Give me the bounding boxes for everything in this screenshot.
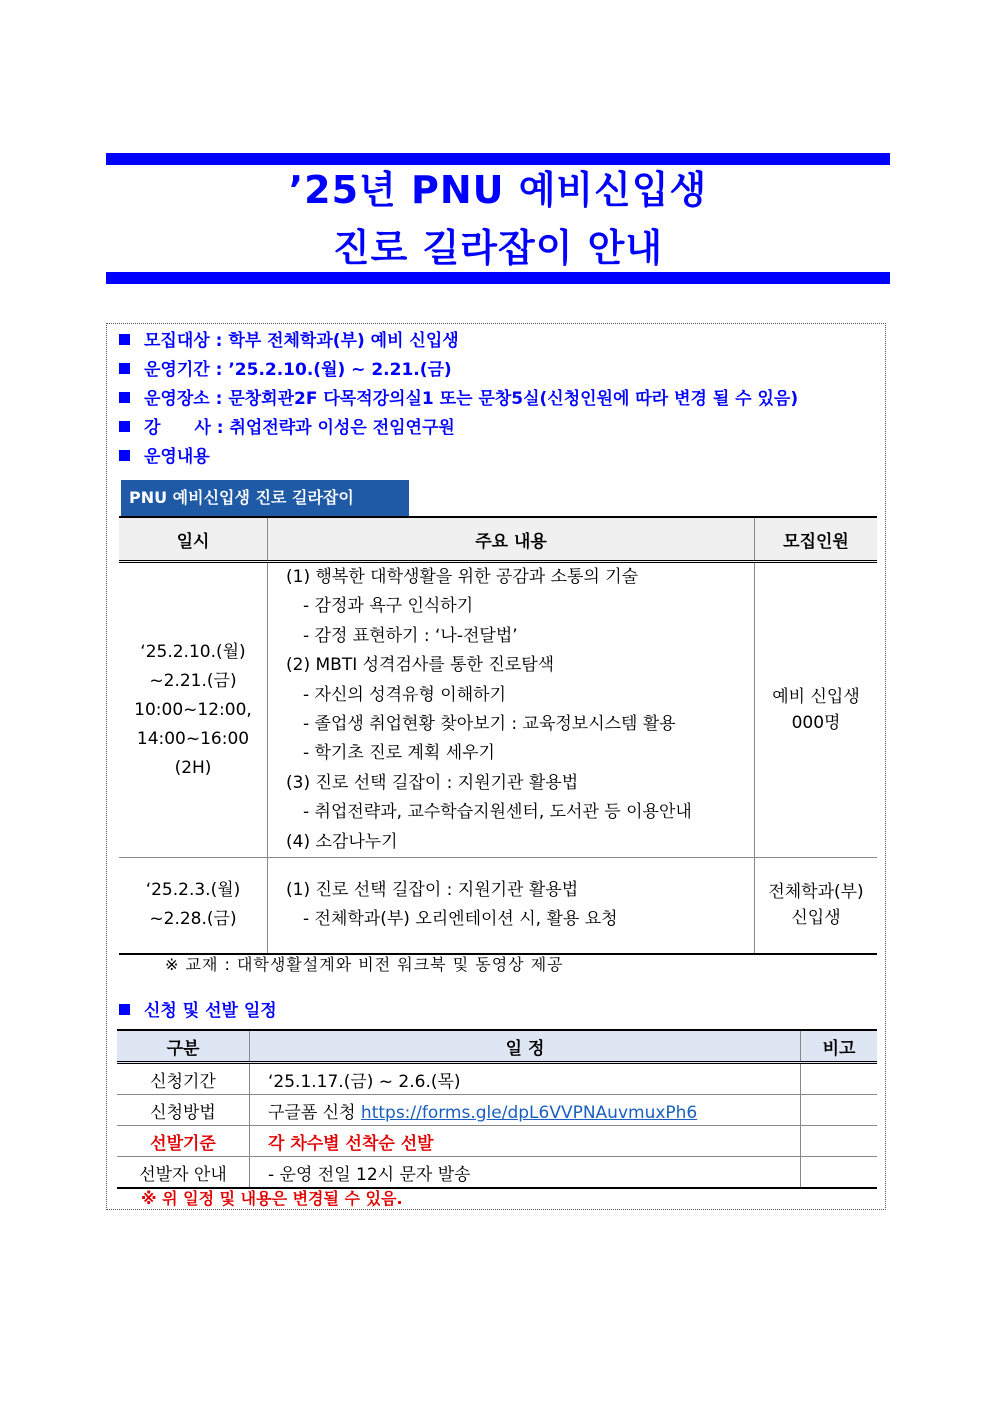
schedule-title: 신청 및 선발 일정	[119, 996, 277, 1021]
header-date: 일시	[119, 517, 268, 562]
header-content: 주요 내용	[268, 517, 755, 562]
row1-content: (1) 행복한 대학생활을 위한 공감과 소통의 기술 - 감정과 욕구 인식하기 - 감정 표현하기 : ‘나-전달법’ (2) MBTI 성격검사를 통한 진로탐색 - 자신의 성격유형 이해하기 - 졸업생 취업현황 찾아보기 : 교육정보시스템 활용 - 학기초 진로 계획 세우기 (3) 진로 선택 길잡이 : 지원기관 활용법 - 취업전략과, 교수학습지원센터, 도서관 등 이용안내 (4) 소감나누기	[268, 562, 755, 858]
textbook-note: ※ 교재 : 대학생활설계와 비전 워크북 및 동영상 제공	[165, 955, 564, 974]
square-bullet-icon	[119, 392, 130, 403]
row2-content: (1) 진로 선택 길잡이 : 지원기관 활용법 - 전체학과(부) 오리엔테이션 시, 활용 요청	[268, 858, 755, 954]
value-apply-period: ‘25.1.17.(금) ~ 2.6.(목)	[250, 1063, 801, 1095]
row2-count: 전체학과(부) 신입생	[755, 858, 878, 954]
square-bullet-icon	[119, 450, 130, 461]
content-box	[106, 323, 886, 1210]
google-form-link[interactable]: https://forms.gle/dpL6VVPNAuvmuxPh6	[360, 1102, 698, 1123]
schedule-table	[117, 1029, 877, 1189]
square-bullet-icon	[119, 363, 130, 374]
footer-note: ※ 위 일정 및 내용은 변경될 수 있음.	[141, 1189, 403, 1208]
square-bullet-icon	[119, 1004, 130, 1015]
header-category: 구분	[117, 1030, 250, 1063]
remark-cell	[801, 1095, 878, 1126]
header-schedule: 일 정	[250, 1030, 801, 1063]
info-period: 운영기간 : ’25.2.10.(월) ~ 2.21.(금)	[119, 355, 452, 380]
value-notice: - 운영 전일 12시 문자 발송	[250, 1157, 801, 1189]
row1-count: 예비 신입생 000명	[755, 562, 878, 858]
label-apply-method: 신청방법	[117, 1095, 250, 1126]
square-bullet-icon	[119, 421, 130, 432]
info-recruit: 모집대상 : 학부 전체학과(부) 예비 신입생	[119, 326, 459, 351]
table-row	[119, 562, 877, 858]
info-instructor: 강 사 : 취업전략과 이성은 전임연구원	[119, 413, 455, 438]
program-table	[119, 516, 877, 955]
table-row	[117, 1063, 877, 1095]
row1-date: ‘25.2.10.(월) ~2.21.(금) 10:00~12:00, 14:00~16:00 (2H)	[119, 562, 268, 858]
program-header-row	[119, 517, 877, 562]
program-tag: PNU 예비신입생 진로 길라잡이	[121, 480, 409, 516]
row2-date: ‘25.2.3.(월) ~2.28.(금)	[119, 858, 268, 954]
bottom-rule	[106, 272, 890, 284]
info-contents: 운영내용	[119, 442, 210, 467]
top-rule	[106, 153, 890, 165]
title-line-1: ’25년 PNU 예비신입생	[288, 168, 708, 212]
remark-cell	[801, 1063, 878, 1095]
title-line-2: 진로 길라잡이 안내	[332, 226, 664, 270]
table-row	[117, 1095, 877, 1126]
table-row	[119, 858, 877, 954]
info-venue: 운영장소 : 문창회관2F 다목적강의실1 또는 문창5실(신청인원에 따라 변경 될 수 있음)	[119, 384, 798, 409]
schedule-header-row	[117, 1030, 877, 1063]
square-bullet-icon	[119, 334, 130, 345]
remark-cell	[801, 1126, 878, 1157]
table-row	[117, 1157, 877, 1189]
table-row	[117, 1126, 877, 1157]
value-apply-method: 구글폼 신청 https://forms.gle/dpL6VVPNAuvmuxPh6	[250, 1095, 801, 1126]
remark-cell	[801, 1157, 878, 1189]
header-remark: 비고	[801, 1030, 878, 1063]
value-selection: 각 차수별 선착순 선발	[250, 1126, 801, 1157]
header-count: 모집인원	[755, 517, 878, 562]
label-apply-period: 신청기간	[117, 1063, 250, 1095]
label-selection: 선발기준	[117, 1126, 250, 1157]
label-notice: 선발자 안내	[117, 1157, 250, 1189]
